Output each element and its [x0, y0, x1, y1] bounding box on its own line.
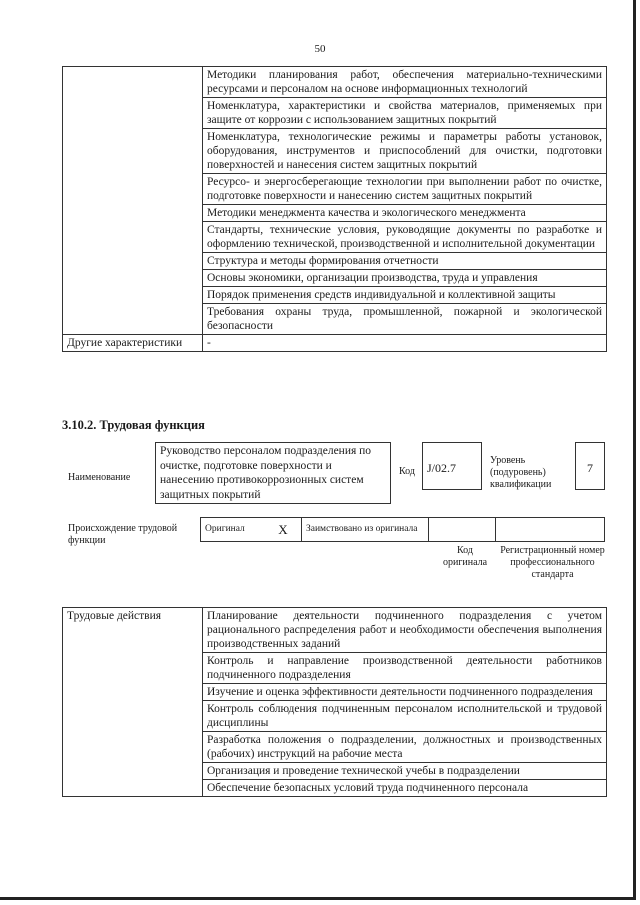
table-row: Контроль и направление производственной деятельности работников подчиненного подразделения — [203, 653, 607, 684]
original-code-cell — [429, 518, 496, 542]
table-row: Основы экономики, организации производства, труда и управления — [203, 270, 607, 287]
function-name-box: Руководство персоналом подразделения по очистке, подготовке поверхности и нанесению противокоррозионных систем защитных покрытий — [155, 442, 391, 504]
table-row: Ресурсо- и энергосберегающие технологии при выполнении работ по очистке, подготовке поверхности и нанесению систем защитных покрытий — [203, 174, 607, 205]
registration-number-caption: Регистрационный номер профессионального стандарта — [500, 545, 605, 580]
table-row: Организация и проведение технической учебы в подразделении — [203, 763, 607, 780]
knowledge-label-cell — [63, 67, 203, 335]
table-row: Изучение и оценка эффективности деятельности подчиненного подразделения — [203, 684, 607, 701]
other-characteristics-value: - — [203, 335, 607, 352]
table-row: Номенклатура, характеристики и свойства материалов, применяемых при защите от коррозии с использованием защитных покрытий — [203, 98, 607, 129]
table-row: Разработка положения о подразделении, должностных и производственных (рабочих) инструкций на рабочие места — [203, 732, 607, 763]
code-label: Код — [399, 466, 415, 477]
labour-actions-label: Трудовые действия — [63, 608, 203, 797]
table-row: Обеспечение безопасных условий труда подчиненного персонала — [203, 780, 607, 797]
level-value-box: 7 — [575, 442, 605, 490]
table-row: Методики менеджмента качества и экологического менеджмента — [203, 205, 607, 222]
knowledge-table — [62, 66, 607, 352]
table-row: Планирование деятельности подчиненного подразделения с учетом рационального распределения работ и необходимости обеспечения выполнения производственных заданий — [203, 608, 607, 653]
level-label: Уровень (подуровень) квалификации — [490, 455, 552, 490]
other-characteristics-label: Другие характеристики — [63, 335, 203, 352]
table-row: Номенклатура, технологические режимы и параметры работы установок, оборудования, инструментов и приспособлений для очистки, подготовки поверхностей и нанесения систем защитных покрытий — [203, 129, 607, 174]
original-label: Оригинал — [201, 518, 266, 542]
page-number: 50 — [314, 43, 326, 55]
table-row: Стандарты, технические условия, руководящие документы по разработке и оформлению технической, производственной и исполнительной документации — [203, 222, 607, 253]
registration-number-cell — [496, 518, 605, 542]
original-mark: X — [265, 518, 302, 542]
name-label: Наименование — [68, 472, 131, 483]
table-row: Порядок применения средств индивидуальной и коллективной защиты — [203, 287, 607, 304]
table-row: Структура и методы формирования отчетности — [203, 253, 607, 270]
labour-actions-table — [62, 607, 607, 797]
section-heading: 3.10.2. Трудовая функция — [62, 418, 205, 432]
table-row: Требования охраны труда, промышленной, пожарной и экологической безопасности — [203, 304, 607, 335]
borrowed-label: Заимствовано из оригинала — [302, 518, 429, 542]
table-row: Контроль соблюдения подчиненным персоналом исполнительской и трудовой дисциплины — [203, 701, 607, 732]
origin-label: Происхождение трудовой функции — [68, 523, 178, 546]
origin-table — [200, 517, 605, 542]
table-row: Методики планирования работ, обеспечения материально-техническими ресурсами и персоналом на основе информационных технологий — [203, 67, 607, 98]
code-value-box: J/02.7 — [422, 442, 482, 490]
original-code-caption: Код оригинала — [442, 545, 488, 568]
